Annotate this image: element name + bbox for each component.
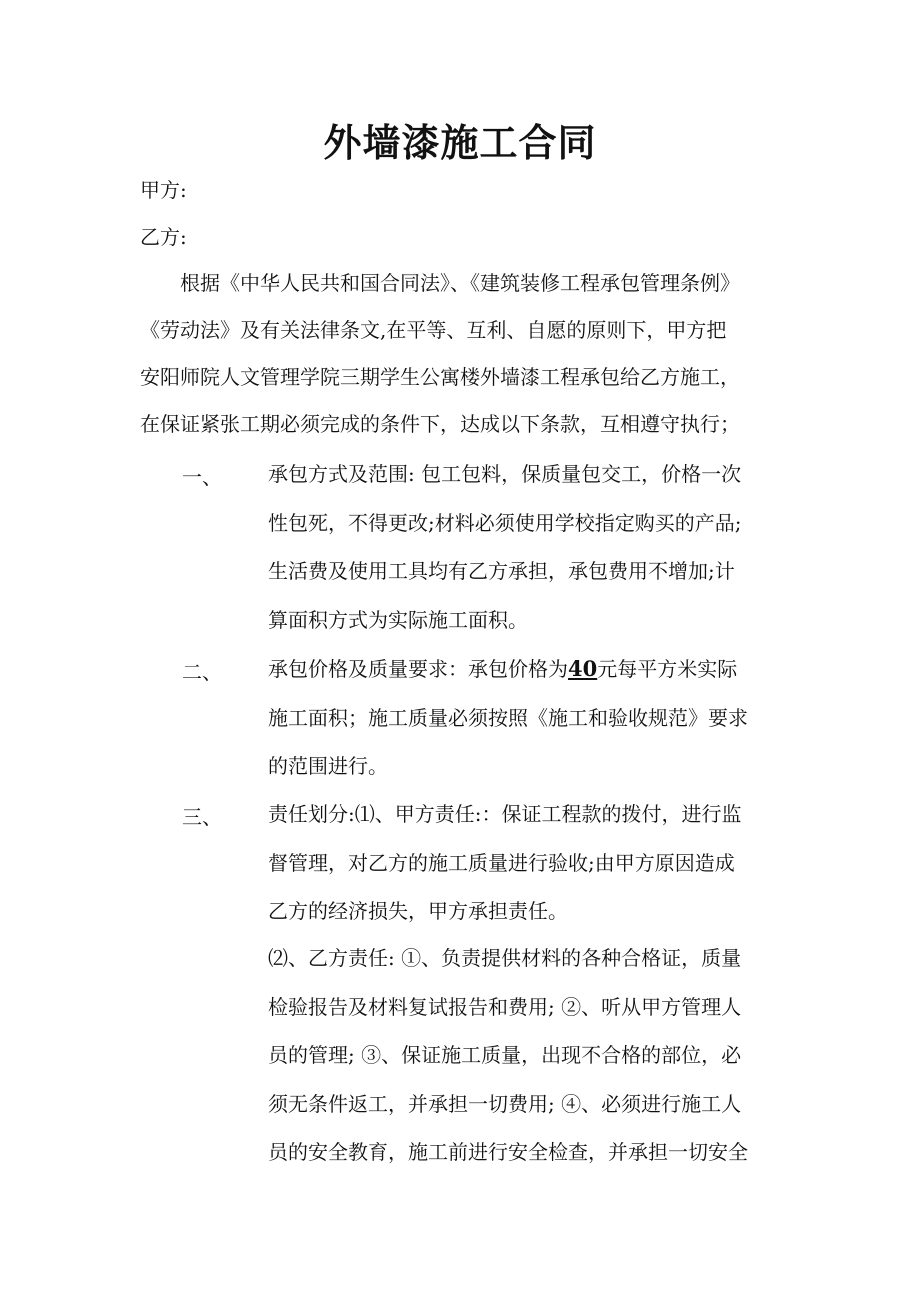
document-title: 外墙漆施工合同 bbox=[323, 120, 597, 165]
intro-line: 在保证紧张工期必须完成的条件下，达成以下条款，互相遵守执行； bbox=[140, 412, 740, 436]
clause-line: ⑵、乙方责任: ①、负责提供材料的各种合格证，质量 bbox=[268, 946, 742, 970]
clause-line: 员的管理; ③、保证施工质量，出现不合格的部位，必 bbox=[268, 1043, 742, 1067]
clause-line: 性包死，不得更改;材料必须使用学校指定购买的产品; bbox=[268, 510, 742, 535]
price-value: 40 bbox=[568, 656, 598, 681]
clause-line: 员的安全教育，施工前进行安全检查，并承担一切安全 bbox=[268, 1140, 748, 1164]
clause-line: 督管理，对乙方的施工质量进行验收;由甲方原因造成 bbox=[268, 850, 735, 875]
intro-line: 安阳师院人文管理学院三期学生公寓楼外墙漆工程承包给乙方施工， bbox=[140, 365, 740, 389]
intro-paragraph bbox=[140, 260, 785, 448]
clause-1-number: 一、 bbox=[182, 465, 222, 489]
clause-3-text bbox=[268, 790, 784, 936]
clause-line: 须无条件返工，并承担一切费用; ④、必须进行施工人 bbox=[268, 1091, 742, 1116]
clause-line: 生活费及使用工具均有乙方承担，承包费用不增加;计 bbox=[268, 559, 735, 583]
clause-2-number: 二、 bbox=[182, 660, 222, 684]
clause-line: 检验报告及材料复试报告和费用; ②、听从甲方管理人 bbox=[268, 994, 742, 1019]
clause-line: 承包方式及范围: 包工包料，保质量包交工，价格一次 bbox=[268, 462, 742, 486]
party-a-label: 甲方: bbox=[140, 178, 187, 202]
clause-2-text bbox=[268, 645, 784, 791]
clause-2-text-after-price: 元每平方米实际 bbox=[597, 657, 738, 681]
clause-line: 施工面积；施工质量必须按照《施工和验收规范》要求 bbox=[268, 705, 748, 730]
clause-line: 责任划分:⑴、甲方责任:：保证工程款的拨付，进行监 bbox=[268, 802, 742, 826]
clause-line: 的范围进行。 bbox=[268, 754, 388, 778]
clause-3-sub-text bbox=[268, 934, 784, 1177]
intro-line: 根据《中华人民共和国合同法》、《建筑装修工程承包管理条例》 bbox=[140, 271, 740, 295]
clause-line bbox=[268, 645, 784, 694]
intro-line: 《劳动法》及有关法律条文,在平等、互利、自愿的原则下，甲方把 bbox=[140, 318, 727, 342]
clause-1-text bbox=[268, 450, 784, 644]
clause-line: 算面积方式为实际施工面积。 bbox=[268, 607, 528, 632]
clause-2-text-before-price: 承包价格及质量要求：承包价格为 bbox=[268, 657, 568, 681]
party-b-label: 乙方: bbox=[140, 225, 187, 249]
clause-3-number: 三、 bbox=[182, 805, 222, 829]
clause-line: 乙方的经济损失，甲方承担责任。 bbox=[268, 899, 568, 923]
